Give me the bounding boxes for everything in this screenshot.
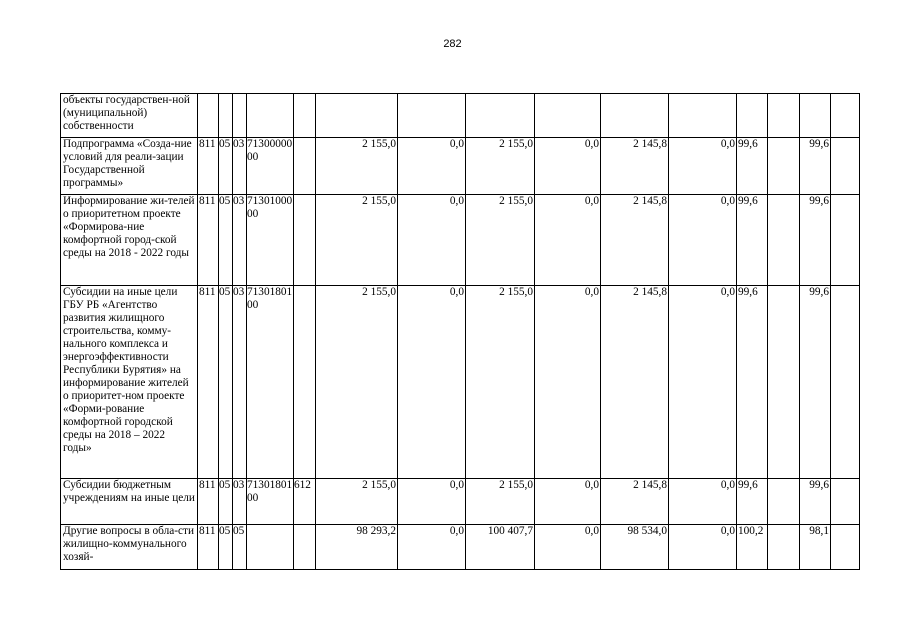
percent-cell-1: 99,6 — [737, 479, 768, 525]
percent-cell-2 — [768, 286, 800, 479]
value-cell-5: 2 145,8 — [601, 195, 669, 286]
percent-cell-2 — [768, 138, 800, 195]
subsection-code-cell: 03 — [233, 195, 247, 286]
section-code-cell: 05 — [219, 286, 233, 479]
value-cell-2: 0,0 — [398, 479, 466, 525]
value-cell-5: 2 145,8 — [601, 479, 669, 525]
expense-type-cell — [294, 286, 316, 479]
subsection-code-cell: 03 — [233, 479, 247, 525]
value-cell-3: 2 155,0 — [466, 286, 535, 479]
page-number: 282 — [443, 38, 462, 50]
row-name-cell: Другие вопросы в обла-сти жилищно-коммунального хозяй- — [61, 525, 198, 570]
percent-cell-4 — [831, 479, 860, 525]
value-cell-5 — [601, 94, 669, 138]
percent-cell-1: 100,2 — [737, 525, 768, 570]
value-cell-2: 0,0 — [398, 525, 466, 570]
row-name-cell: Информирование жи-телей о приоритетном проекте «Формирова-ние комфортной город-ской среды на 2018 - 2022 годы — [61, 195, 198, 286]
value-cell-3 — [466, 94, 535, 138]
section-code-cell: 05 — [219, 479, 233, 525]
percent-cell-4 — [831, 525, 860, 570]
value-cell-4 — [535, 94, 601, 138]
section-code-cell: 05 — [219, 525, 233, 570]
target-code-cell: 7130000000 — [247, 138, 294, 195]
budget-table — [60, 93, 860, 570]
value-cell-6: 0,0 — [669, 479, 737, 525]
value-cell-6: 0,0 — [669, 286, 737, 479]
value-cell-2: 0,0 — [398, 286, 466, 479]
table-row — [61, 138, 860, 195]
admin-code-cell — [198, 94, 219, 138]
target-code-cell: 7130100000 — [247, 195, 294, 286]
value-cell-4: 0,0 — [535, 286, 601, 479]
row-name-cell: Субсидии бюджетным учреждениям на иные цели — [61, 479, 198, 525]
subsection-code-cell: 03 — [233, 286, 247, 479]
expense-type-cell: 612 — [294, 479, 316, 525]
value-cell-3: 2 155,0 — [466, 479, 535, 525]
value-cell-6: 0,0 — [669, 138, 737, 195]
target-code-cell — [247, 525, 294, 570]
value-cell-3: 2 155,0 — [466, 195, 535, 286]
percent-cell-2 — [768, 94, 800, 138]
percent-cell-3: 99,6 — [800, 479, 831, 525]
value-cell-6: 0,0 — [669, 525, 737, 570]
percent-cell-4 — [831, 286, 860, 479]
section-code-cell — [219, 94, 233, 138]
percent-cell-4 — [831, 94, 860, 138]
table-row — [61, 195, 860, 286]
percent-cell-4 — [831, 138, 860, 195]
percent-cell-3: 99,6 — [800, 286, 831, 479]
row-name-cell: Субсидии на иные цели ГБУ РБ «Агентство развития жилищного строительства, комму-нального комплекса и энергоэффективности Республики Бурятия» на информирование жителей о приоритет-ном проекте «Форми-рование комфортной городской среды на 2018 – 2022 годы» — [61, 286, 198, 479]
value-cell-2 — [398, 94, 466, 138]
percent-cell-2 — [768, 195, 800, 286]
percent-cell-4 — [831, 195, 860, 286]
percent-cell-1: 99,6 — [737, 195, 768, 286]
percent-cell-1: 99,6 — [737, 138, 768, 195]
admin-code-cell: 811 — [198, 138, 219, 195]
value-cell-6: 0,0 — [669, 195, 737, 286]
target-code-cell: 7130180100 — [247, 479, 294, 525]
percent-cell-1: 99,6 — [737, 286, 768, 479]
percent-cell-3: 98,1 — [800, 525, 831, 570]
value-cell-1: 98 293,2 — [316, 525, 398, 570]
subsection-code-cell — [233, 94, 247, 138]
expense-type-cell — [294, 94, 316, 138]
value-cell-1 — [316, 94, 398, 138]
value-cell-2: 0,0 — [398, 195, 466, 286]
value-cell-1: 2 155,0 — [316, 479, 398, 525]
percent-cell-2 — [768, 525, 800, 570]
value-cell-1: 2 155,0 — [316, 138, 398, 195]
subsection-code-cell: 05 — [233, 525, 247, 570]
target-code-cell: 7130180100 — [247, 286, 294, 479]
value-cell-5: 2 145,8 — [601, 286, 669, 479]
value-cell-3: 2 155,0 — [466, 138, 535, 195]
percent-cell-3 — [800, 94, 831, 138]
value-cell-4: 0,0 — [535, 195, 601, 286]
percent-cell-1 — [737, 94, 768, 138]
value-cell-1: 2 155,0 — [316, 195, 398, 286]
value-cell-4: 0,0 — [535, 525, 601, 570]
expense-type-cell — [294, 195, 316, 286]
admin-code-cell: 811 — [198, 525, 219, 570]
admin-code-cell: 811 — [198, 479, 219, 525]
expense-type-cell — [294, 525, 316, 570]
target-code-cell — [247, 94, 294, 138]
value-cell-4: 0,0 — [535, 138, 601, 195]
table-row — [61, 94, 860, 138]
row-name-cell: Подпрограмма «Созда-ние условий для реали-зации Государственной программы» — [61, 138, 198, 195]
expense-type-cell — [294, 138, 316, 195]
table-row — [61, 525, 860, 570]
percent-cell-3: 99,6 — [800, 195, 831, 286]
value-cell-1: 2 155,0 — [316, 286, 398, 479]
admin-code-cell: 811 — [198, 195, 219, 286]
value-cell-5: 98 534,0 — [601, 525, 669, 570]
section-code-cell: 05 — [219, 138, 233, 195]
subsection-code-cell: 03 — [233, 138, 247, 195]
value-cell-5: 2 145,8 — [601, 138, 669, 195]
table-row — [61, 479, 860, 525]
section-code-cell: 05 — [219, 195, 233, 286]
row-name-cell: объекты государствен-ной (муниципальной) собственности — [61, 94, 198, 138]
value-cell-3: 100 407,7 — [466, 525, 535, 570]
percent-cell-2 — [768, 479, 800, 525]
value-cell-6 — [669, 94, 737, 138]
value-cell-2: 0,0 — [398, 138, 466, 195]
admin-code-cell: 811 — [198, 286, 219, 479]
value-cell-4: 0,0 — [535, 479, 601, 525]
percent-cell-3: 99,6 — [800, 138, 831, 195]
table-row — [61, 286, 860, 479]
